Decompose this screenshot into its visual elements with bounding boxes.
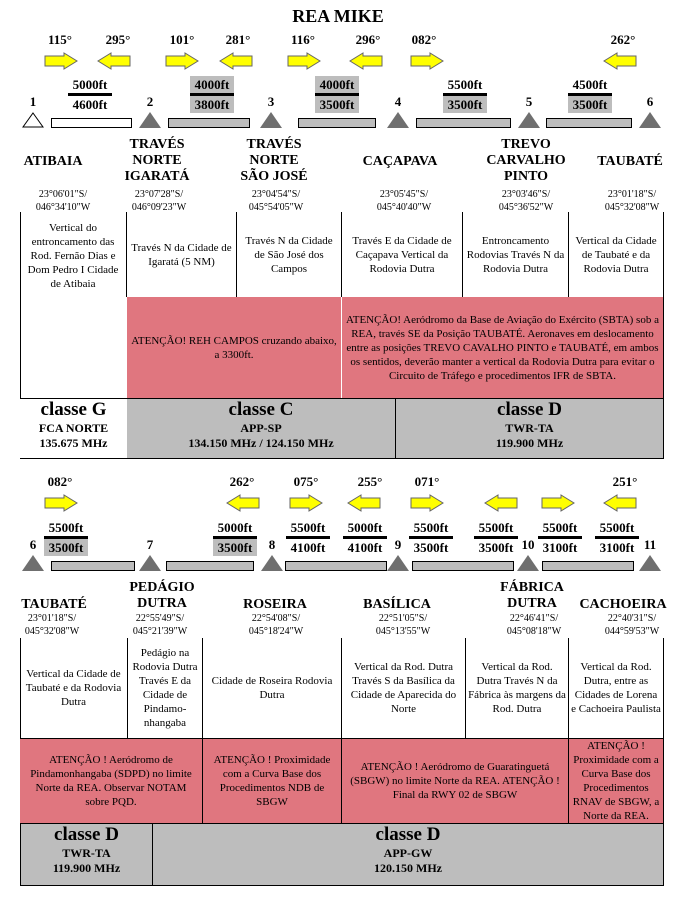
coordinate: 23°03'46"S/ 045°36'52"W (498, 189, 554, 213)
arrow-left-icon (603, 52, 637, 70)
altitude-lower: 3500ft (474, 538, 518, 556)
airspace-unit: APP-GW (383, 846, 433, 860)
altitude-block (595, 519, 639, 556)
arrow-left-icon (484, 494, 518, 512)
table-border (236, 212, 237, 297)
altitude-upper: 4500ft (568, 76, 612, 95)
heading-label: 295° (105, 32, 131, 47)
coordinate: 22°54'08"S/ 045°18'24"W (248, 613, 304, 637)
location-name: ATIBAIA (23, 154, 83, 169)
altitude-upper: 5500ft (443, 76, 487, 95)
location-description: Vertical da Cidade de Taubaté e da Rodovia Dutra (25, 668, 122, 708)
waypoint-open-triangle-icon (22, 112, 44, 128)
arrow-left-icon (347, 494, 381, 512)
warning-box: ATENÇÃO ! Proximidade com a Curva Base dos Procedimentos NDB de SBGW (203, 739, 341, 823)
altitude-lower: 3500ft (409, 538, 453, 556)
altitude-lower: 3500ft (44, 538, 88, 556)
location-name: ROSEIRA (243, 597, 307, 612)
altitude-upper: 5500ft (538, 519, 582, 538)
altitude-block (409, 519, 453, 556)
table-border (126, 212, 127, 297)
altitude-lower: 3100ft (538, 538, 582, 556)
route-segment (546, 118, 632, 128)
altitude-block (44, 519, 88, 556)
waypoint-number: 10 (521, 537, 535, 552)
location-description: Entroncamento Rodovias Través N da Rodovia Dutra (466, 234, 565, 275)
altitude-block (213, 519, 257, 556)
airspace-frequency: 134.150 MHz / 124.150 MHz (188, 436, 334, 450)
location-description: Vertical da Cidade de Taubaté e da Rodovia Dutra (575, 234, 657, 275)
waypoint-number: 6 (29, 537, 37, 552)
airspace-class-box (152, 824, 663, 885)
route-segment (51, 118, 132, 128)
location-name: TRAVÉS NORTE IGARATÁ (124, 137, 190, 184)
arrow-right-icon (541, 494, 575, 512)
heading-label: 281° (225, 32, 251, 47)
altitude-upper: 5000ft (343, 519, 387, 538)
altitude-lower: 3800ft (190, 95, 234, 113)
airspace-class-box (20, 399, 127, 458)
airspace-class: classe G (40, 399, 107, 420)
heading-label: 262° (610, 32, 636, 47)
location-description: Vertical da Rod. Dutra, entre as Cidades de Lorena e Cachoeira Paulista (571, 661, 661, 715)
table-border (663, 638, 664, 885)
airspace-frequency: 120.150 MHz (374, 861, 442, 875)
airspace-class-box (127, 399, 395, 458)
heading-label: 115° (48, 32, 72, 47)
coordinate: 23°06'01"S/ 046°34'10"W (35, 189, 91, 213)
altitude-lower: 3100ft (595, 538, 639, 556)
page-title: REA MIKE (292, 6, 384, 26)
route-segment (51, 561, 135, 571)
coordinate: 22°46'41"S/ 045°08'18"W (506, 613, 562, 637)
altitude-block (343, 519, 387, 556)
arrow-left-icon (603, 494, 637, 512)
altitude-lower: 3500ft (443, 95, 487, 113)
airspace-class: classe C (228, 399, 294, 420)
waypoint-triangle-icon (260, 112, 282, 128)
waypoint-triangle-icon (639, 555, 661, 571)
waypoint-triangle-icon (517, 555, 539, 571)
heading-label: 082° (411, 32, 437, 47)
table-border (20, 885, 664, 886)
heading-label: 296° (355, 32, 381, 47)
altitude-lower: 4600ft (68, 95, 112, 113)
waypoint-triangle-icon (139, 555, 161, 571)
table-border (341, 212, 342, 297)
altitude-block (443, 76, 487, 113)
airspace-frequency: 135.675 MHz (39, 436, 108, 450)
table-border (663, 212, 664, 458)
location-description: Vertical da Rod. Dutra Través S da Basílica da Cidade de Aparecida do Norte (350, 661, 457, 715)
altitude-upper: 5000ft (68, 76, 112, 95)
altitude-upper: 4000ft (315, 76, 359, 95)
coordinate: 22°55'49"S/ 045°21'39"W (132, 613, 188, 637)
airspace-class: classe D (497, 399, 562, 420)
arrow-right-icon (44, 52, 78, 70)
location-name: TREVO CARVALHO PINTO (486, 137, 566, 184)
location-description: Cidade de Roseira Rodovia Dutra (211, 675, 333, 701)
altitude-block (190, 76, 234, 113)
altitude-upper: 5500ft (409, 519, 453, 538)
arrow-left-icon (349, 52, 383, 70)
coordinate: 23°07'28"S/ 046°09'23"W (131, 189, 187, 213)
coordinate: 22°40'31"S/ 044°59'53"W (604, 613, 660, 637)
altitude-lower: 4100ft (343, 538, 387, 556)
warning-box: ATENÇÃO ! Aeródromo de Pindamonhangaba (SDPD) no limite Norte da REA. Observar NOTAM sobre PQD. (20, 739, 202, 823)
arrow-right-icon (410, 494, 444, 512)
table-border (127, 638, 128, 738)
airspace-unit: TWR-TA (505, 421, 554, 435)
waypoint-triangle-icon (261, 555, 283, 571)
location-description: Través N da Cidade de São José dos Campos (245, 234, 333, 275)
location-description: Través E da Cidade de Caçapava Vertical da Rodovia Dutra (352, 234, 452, 275)
waypoint-number: 8 (268, 537, 276, 552)
altitude-upper: 5500ft (474, 519, 518, 538)
airspace-frequency: 119.900 MHz (52, 861, 121, 875)
waypoint-triangle-icon (387, 555, 409, 571)
arrow-right-icon (165, 52, 199, 70)
airspace-class-box (395, 399, 663, 458)
airspace-class-box (21, 824, 152, 885)
altitude-upper: 5500ft (44, 519, 88, 538)
location-name: TAUBATÉ (21, 597, 87, 612)
coordinate: 23°05'45"S/ 045°40'40"W (376, 189, 432, 213)
location-name: PEDÁGIO DUTRA (129, 580, 195, 611)
airspace-unit: TWR-TA (62, 846, 111, 860)
arrow-right-icon (410, 52, 444, 70)
waypoint-number: 11 (643, 537, 657, 552)
altitude-upper: 5500ft (286, 519, 330, 538)
waypoint-triangle-icon (387, 112, 409, 128)
table-border (568, 212, 569, 297)
warning-box: ATENÇÃO! Aeródromo da Base de Aviação do Exército (SBTA) sob a REA, través SE da Posição TAUBATÉ. Aeronaves em deslocamento entre as posições TREVO CAVALHO PINTO e TAUBATÉ, em ambos os sentidos, deverão manter a vertical da Rodovia Dutra para evitar o Circuito de Tráfego e procedimentos IFR de SBTA. (342, 297, 663, 398)
waypoint-number: 7 (146, 537, 154, 552)
altitude-upper: 5500ft (595, 519, 639, 538)
waypoint-triangle-icon (639, 112, 661, 128)
route-segment (416, 118, 511, 128)
route-segment (166, 561, 254, 571)
heading-label: 071° (414, 474, 440, 489)
airspace-class: classe D (54, 824, 119, 845)
table-border (462, 212, 463, 297)
table-border (20, 458, 664, 459)
arrow-left-icon (219, 52, 253, 70)
altitude-block (568, 76, 612, 113)
coordinate: 23°04'54"S/ 045°54'05"W (248, 189, 304, 213)
waypoint-number: 6 (646, 94, 654, 109)
waypoint-number: 3 (267, 94, 275, 109)
location-description: Vertical da Rod. Dutra Través N da Fábrica às margens da Rod. Dutra (468, 661, 566, 715)
location-description: Través N da Cidade de Igaratá (5 NM) (131, 241, 232, 268)
heading-label: 082° (47, 474, 73, 489)
arrow-right-icon (289, 494, 323, 512)
location-name: TRAVÉS NORTE SÃO JOSÉ (240, 137, 308, 184)
warning-box: ATENÇÃO ! Proximidade com a Curva Base dos Procedimentos RNAV de SBGW, a Norte da REA. (569, 739, 663, 823)
altitude-lower: 4100ft (286, 538, 330, 556)
waypoint-number: 2 (146, 94, 154, 109)
coordinate: 23°01'18"S/ 045°32'08"W (604, 189, 660, 213)
table-border (465, 638, 466, 738)
waypoint-number: 9 (394, 537, 402, 552)
waypoint-triangle-icon (22, 555, 44, 571)
airspace-unit: APP-SP (240, 421, 282, 435)
altitude-lower: 3500ft (315, 95, 359, 113)
location-name: BASÍLICA (363, 597, 431, 612)
route-segment (412, 561, 514, 571)
location-description: Vertical do entroncamento das Rod. Fernão Dias e Dom Pedro I Cidade de Atibaia (27, 222, 119, 290)
location-name: TAUBATÉ (597, 154, 663, 169)
arrow-left-icon (97, 52, 131, 70)
arrow-right-icon (287, 52, 321, 70)
altitude-block (68, 76, 112, 113)
arrow-left-icon (226, 494, 260, 512)
location-description: Pedágio na Rodovia Dutra Través E da Cidade de Pindamo-nhangaba (132, 647, 198, 729)
waypoint-number: 1 (29, 94, 37, 109)
heading-label: 101° (169, 32, 195, 47)
route-segment (168, 118, 250, 128)
airspace-class: classe D (375, 824, 441, 845)
altitude-upper: 5000ft (213, 519, 257, 538)
altitude-block (474, 519, 518, 556)
route-segment (298, 118, 376, 128)
location-name: CAÇAPAVA (362, 154, 438, 169)
altitude-lower: 3500ft (568, 95, 612, 113)
location-name: FÁBRICA DUTRA (500, 580, 564, 611)
arrow-right-icon (44, 494, 78, 512)
heading-label: 255° (357, 474, 383, 489)
location-name: CACHOEIRA (579, 597, 667, 612)
altitude-block (538, 519, 582, 556)
coordinate: 22°51'05"S/ 045°13'55"W (375, 613, 431, 637)
waypoint-number: 4 (394, 94, 402, 109)
airspace-unit: FCA NORTE (38, 421, 109, 435)
heading-label: 251° (612, 474, 638, 489)
route-segment (542, 561, 634, 571)
waypoint-triangle-icon (139, 112, 161, 128)
coordinate: 23°01'18"S/ 045°32'08"W (24, 613, 80, 637)
waypoint-triangle-icon (518, 112, 540, 128)
altitude-block (315, 76, 359, 113)
heading-label: 116° (291, 32, 315, 47)
warning-box: ATENÇÃO! REH CAMPOS cruzando abaixo, a 3300ft. (127, 297, 341, 398)
waypoint-number: 5 (525, 94, 533, 109)
heading-label: 075° (293, 474, 319, 489)
altitude-lower: 3500ft (213, 538, 257, 556)
altitude-block (286, 519, 330, 556)
heading-label: 262° (229, 474, 255, 489)
altitude-upper: 4000ft (190, 76, 234, 95)
route-segment (285, 561, 387, 571)
airspace-frequency: 119.900 MHz (495, 436, 564, 450)
warning-box: ATENÇÃO ! Aeródromo de Guaratinguetá (SBGW) no limite Norte da REA. ATENÇÃO ! Final da RWY 02 de SBGW (342, 739, 568, 823)
